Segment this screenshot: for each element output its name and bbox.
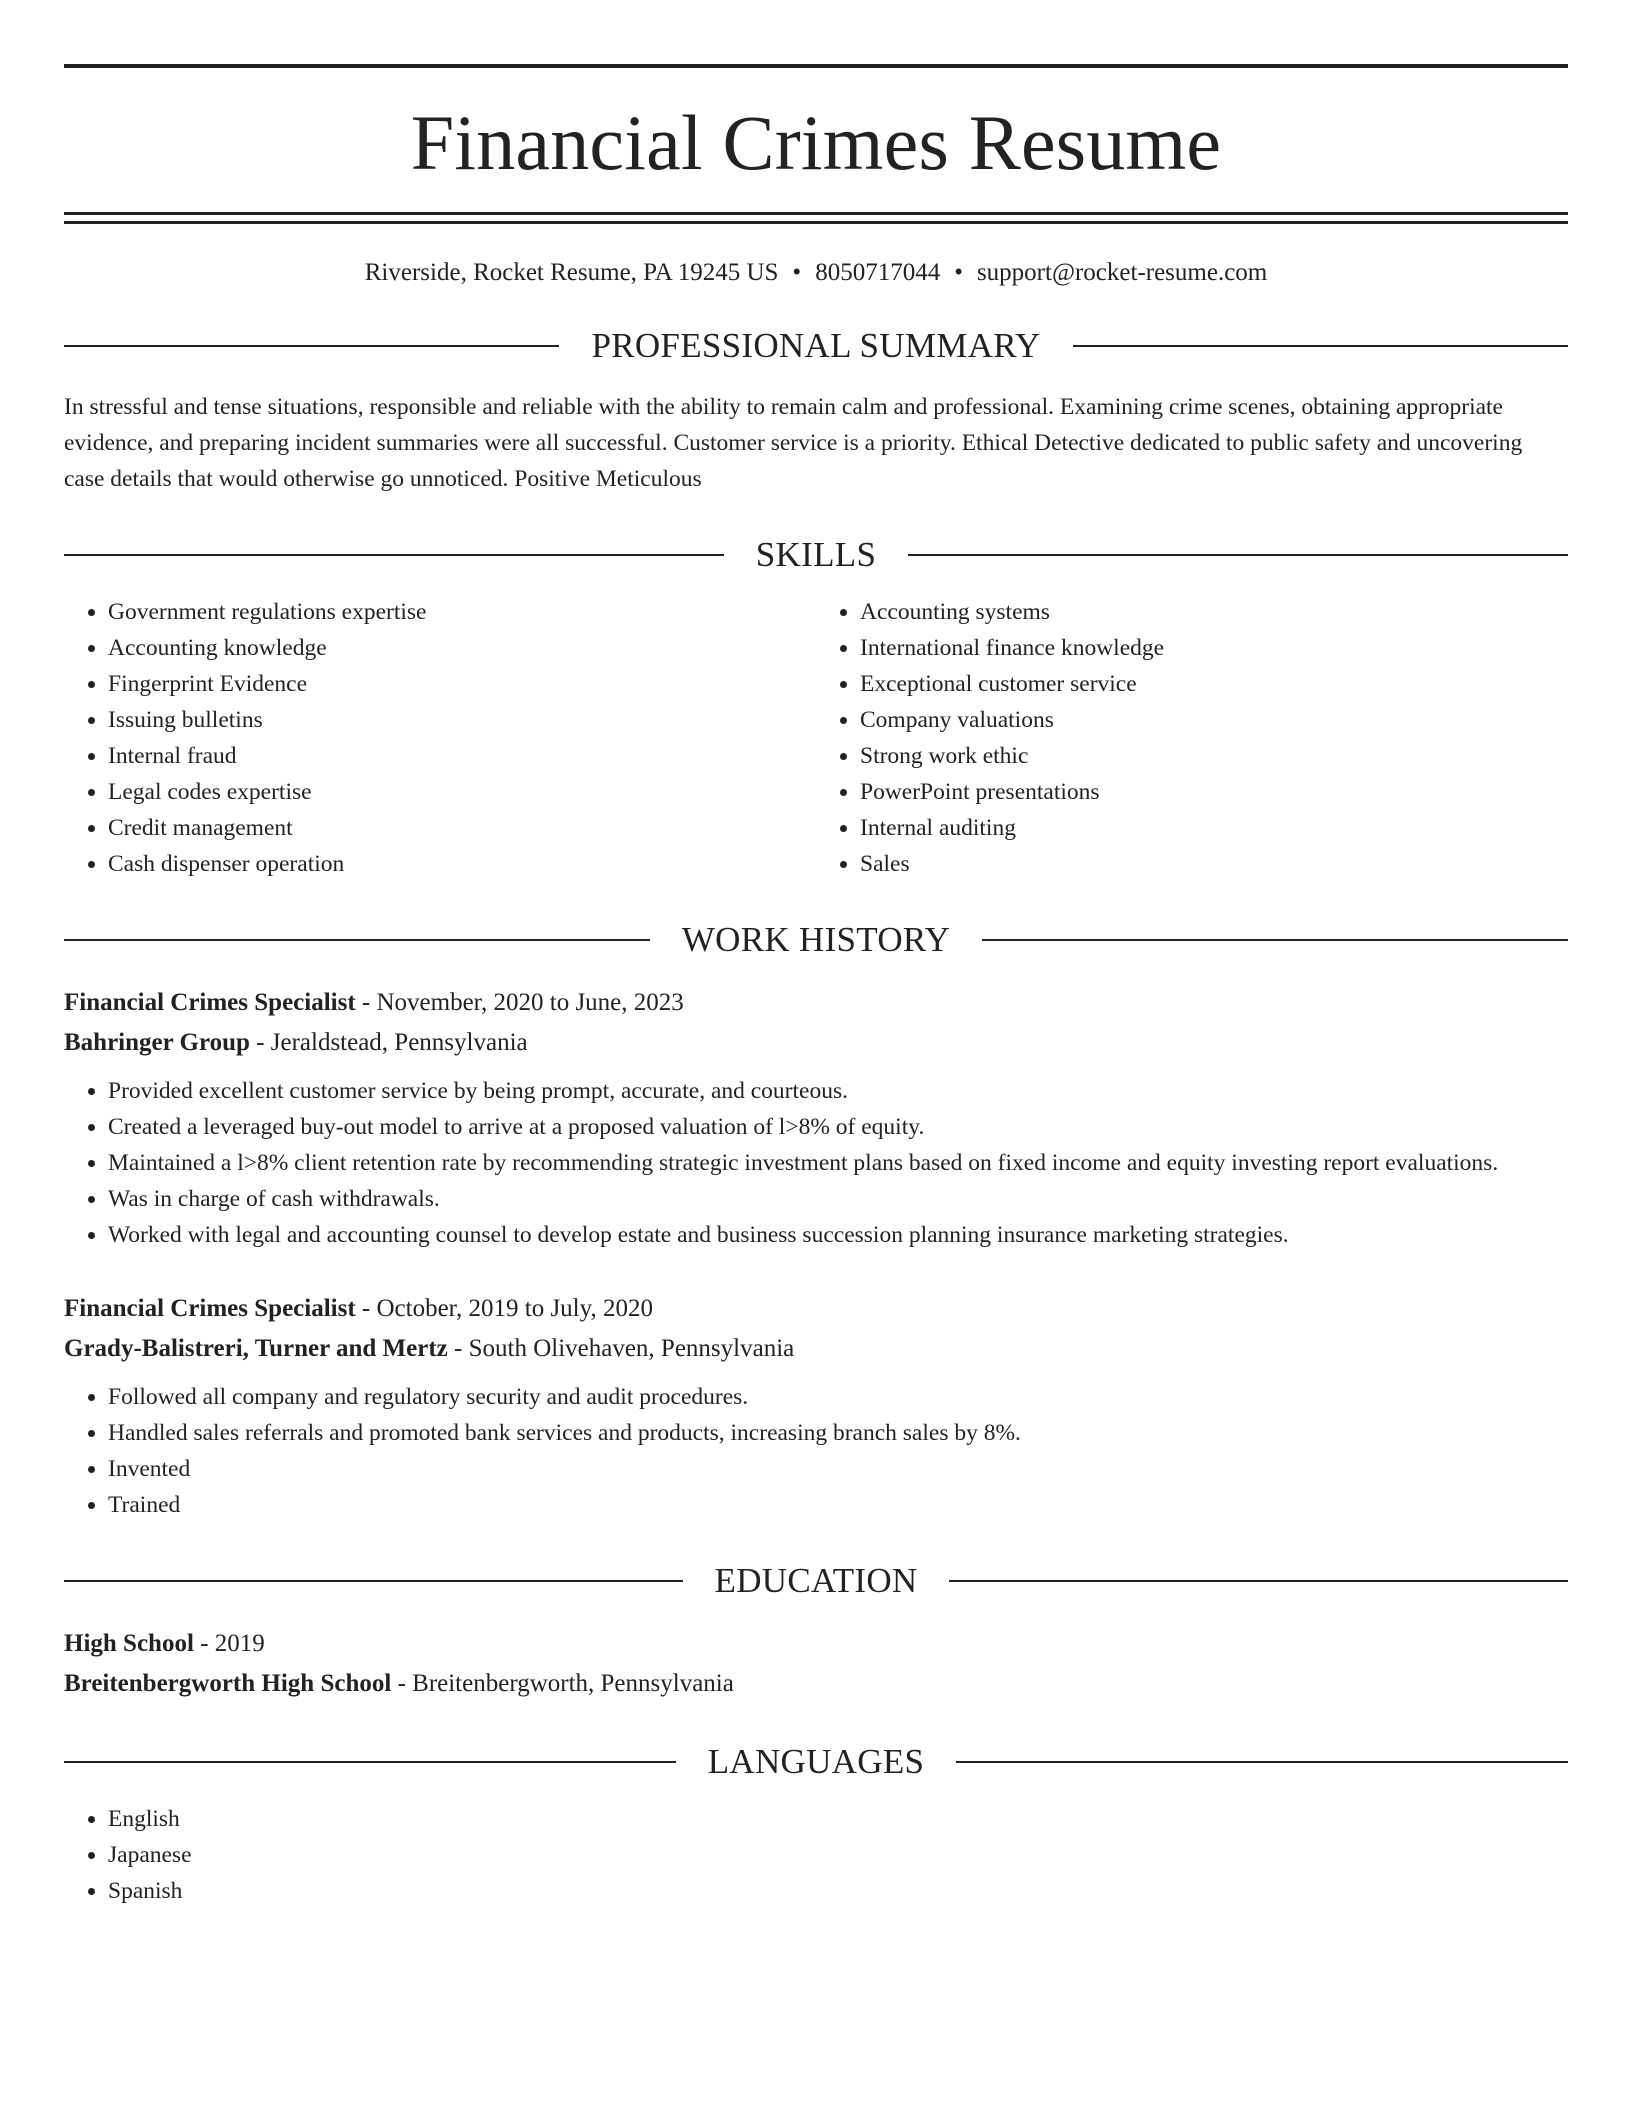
job-company-row <box>64 1023 1568 1063</box>
job-bullets <box>64 1379 1568 1523</box>
skill-item: • Cash dispenser operation <box>108 846 816 882</box>
skill-item: • Company valuations <box>860 702 1568 738</box>
job-bullet: • Trained <box>108 1487 1568 1523</box>
job-dates: - November, 2020 to June, 2023 <box>355 989 684 1016</box>
job-location: - Jeraldstead, Pennsylvania <box>249 1029 528 1056</box>
section-header-languages <box>64 1744 1568 1779</box>
job-company: Grady-Balistreri, Turner and Mertz <box>64 1335 448 1362</box>
job-entry <box>64 983 1568 1253</box>
job-bullet: • Followed all company and regulatory security and audit procedures. <box>108 1379 1568 1415</box>
contact-separator: • <box>954 259 963 286</box>
skills-list-left <box>64 594 816 882</box>
section-header-education <box>64 1563 1568 1598</box>
divider-line <box>908 554 1568 556</box>
skill-item: • Government regulations expertise <box>108 594 816 630</box>
skill-item: • Accounting knowledge <box>108 630 816 666</box>
divider-line <box>64 1580 683 1582</box>
education-location: - Breitenbergworth, Pennsylvania <box>391 1670 734 1697</box>
divider-line <box>1073 345 1568 347</box>
skill-item: • Internal fraud <box>108 738 816 774</box>
skill-item: • Internal auditing <box>860 810 1568 846</box>
job-bullet: • Worked with legal and accounting counsel to develop estate and business succession planning insurance marketing strategies. <box>108 1217 1568 1253</box>
job-bullets <box>64 1073 1568 1253</box>
divider-line <box>64 554 724 556</box>
section-title: LANGUAGES <box>707 1742 925 1781</box>
resume-title: Financial Crimes Resume <box>410 99 1222 186</box>
contact-address: Riverside, Rocket Resume, PA 19245 US <box>364 259 779 286</box>
job-title: Financial Crimes Specialist <box>64 989 356 1016</box>
job-company: Bahringer Group <box>64 1029 250 1056</box>
job-bullet: • Was in charge of cash withdrawals. <box>108 1181 1568 1217</box>
education-school: Breitenbergworth High School <box>64 1670 392 1697</box>
job-location: - South Olivehaven, Pennsylvania <box>447 1335 795 1362</box>
education-degree: High School <box>64 1630 194 1657</box>
skills-grid <box>64 594 1568 882</box>
section-header-work <box>64 922 1568 957</box>
divider-line <box>949 1580 1568 1582</box>
contact-email: support@rocket-resume.com <box>976 259 1268 286</box>
skill-item: • Strong work ethic <box>860 738 1568 774</box>
language-item: • Japanese <box>108 1837 1568 1873</box>
divider-line <box>64 345 559 347</box>
skill-item: • Sales <box>860 846 1568 882</box>
language-item: • English <box>108 1801 1568 1837</box>
job-bullet: • Provided excellent customer service by being prompt, accurate, and courteous. <box>108 1073 1568 1109</box>
double-rule <box>64 212 1568 224</box>
job-company-row <box>64 1329 1568 1369</box>
contact-phone: 8050717044 <box>815 259 941 286</box>
section-title: EDUCATION <box>714 1561 918 1600</box>
job-title: Financial Crimes Specialist <box>64 1295 356 1322</box>
skill-item: • Issuing bulletins <box>108 702 816 738</box>
contact-line <box>64 258 1568 288</box>
education-year: - 2019 <box>193 1630 265 1657</box>
section-header-summary <box>64 328 1568 363</box>
section-title: PROFESSIONAL SUMMARY <box>591 326 1041 365</box>
skill-item: • Credit management <box>108 810 816 846</box>
divider-line <box>956 1761 1568 1763</box>
job-bullet: • Maintained a l>8% client retention rate by recommending strategic investment plans based on fixed income and equity investing report evaluations. <box>108 1145 1568 1181</box>
job-bullet: • Invented <box>108 1451 1568 1487</box>
section-header-skills <box>64 537 1568 572</box>
job-title-row <box>64 1289 1568 1329</box>
languages-list <box>64 1801 1568 1909</box>
top-rule <box>64 64 1568 68</box>
education-entry <box>64 1624 1568 1704</box>
skill-item: • Accounting systems <box>860 594 1568 630</box>
job-entry <box>64 1289 1568 1523</box>
education-school-row <box>64 1664 1568 1704</box>
job-dates: - October, 2019 to July, 2020 <box>355 1295 653 1322</box>
divider-line <box>982 939 1568 941</box>
skills-list-right <box>816 594 1568 882</box>
job-bullet: • Created a leveraged buy-out model to arrive at a proposed valuation of l>8% of equity. <box>108 1109 1568 1145</box>
skill-item: • Legal codes expertise <box>108 774 816 810</box>
section-title: WORK HISTORY <box>681 920 951 959</box>
skill-item: • International finance knowledge <box>860 630 1568 666</box>
job-title-row <box>64 983 1568 1023</box>
skill-item: • Fingerprint Evidence <box>108 666 816 702</box>
contact-separator: • <box>792 259 802 286</box>
skill-item: • Exceptional customer service <box>860 666 1568 702</box>
education-degree-row <box>64 1624 1568 1664</box>
divider-line <box>64 1761 676 1763</box>
summary-text: In stressful and tense situations, responsible and reliable with the ability to remain calm and professional. Examining crime scenes, obtaining appropriate evidence, and preparing incident summaries were all successful. Customer service is a priority. Ethical Detective dedicated to public safety and uncovering case details that would otherwise go unnoticed. Positive Meticulous <box>64 394 1523 492</box>
skill-item: • PowerPoint presentations <box>860 774 1568 810</box>
language-item: • Spanish <box>108 1873 1568 1909</box>
divider-line <box>64 939 650 941</box>
section-title: SKILLS <box>755 535 877 574</box>
job-bullet: • Handled sales referrals and promoted bank services and products, increasing branch sales by 8%. <box>108 1415 1568 1451</box>
